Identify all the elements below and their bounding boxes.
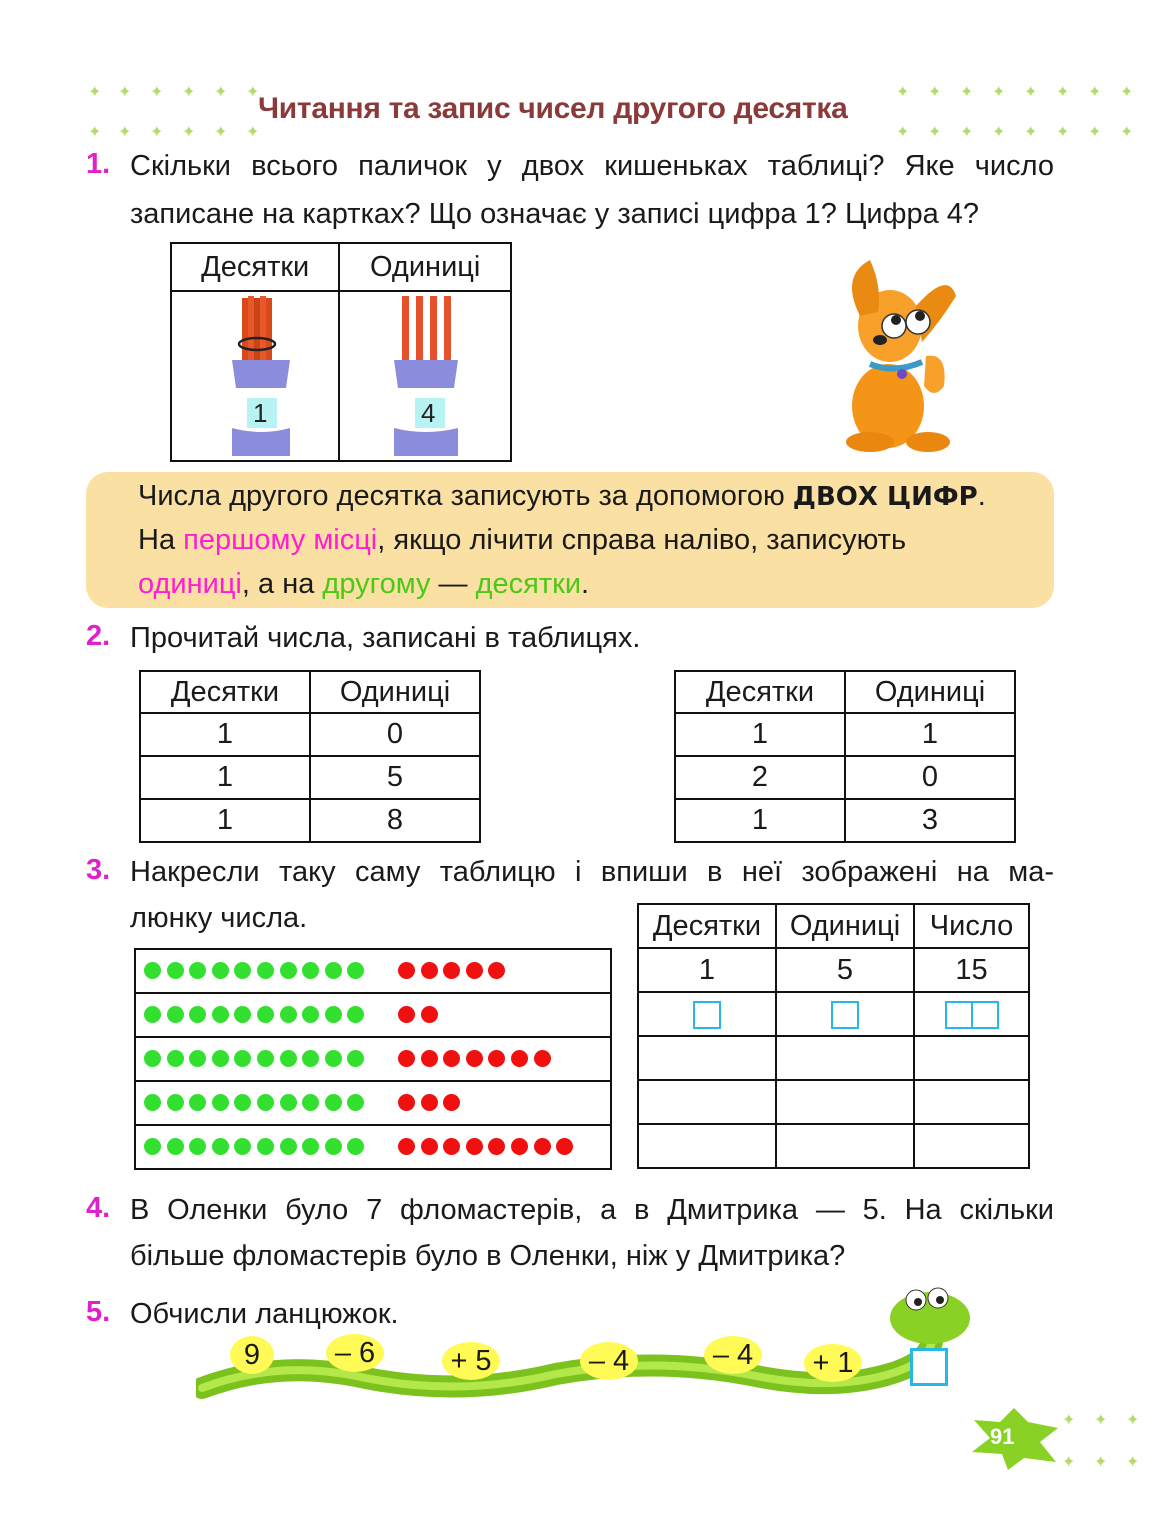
task5-text: Обчисли ланцюжок. (130, 1298, 399, 1330)
red-dot (556, 1138, 573, 1155)
red-dot (488, 1050, 505, 1067)
empty-cell[interactable] (914, 1080, 1029, 1124)
green-dot (212, 1050, 229, 1067)
dot-row-cell (135, 1037, 611, 1081)
red-dot (398, 962, 415, 979)
empty-cell[interactable] (776, 1036, 914, 1080)
red-dot (443, 962, 460, 979)
green-dot (257, 1006, 274, 1023)
dot-row (135, 1081, 611, 1125)
green-dot (325, 962, 342, 979)
green-dot (302, 962, 319, 979)
green-dot (280, 962, 297, 979)
green-dot (302, 1138, 319, 1155)
answer-tens-cell[interactable] (638, 992, 776, 1036)
red-dot (398, 1138, 415, 1155)
dot-row (135, 993, 611, 1037)
red-dot (534, 1050, 551, 1067)
green-dot (234, 1050, 251, 1067)
green-dot (302, 1050, 319, 1067)
green-dot (347, 962, 364, 979)
rule-line-2: На першому місці, якщо лічити справа наліво, записують (138, 524, 907, 556)
header-ones: Одиниці (339, 243, 511, 291)
green-dot (234, 962, 251, 979)
green-dot (280, 1138, 297, 1155)
cell-ones: 5 (310, 756, 480, 799)
red-dot (398, 1006, 415, 1023)
green-dot (167, 1138, 184, 1155)
header-ones: Одиниці (310, 671, 480, 713)
cell-tens: 1 (140, 756, 310, 799)
green-dot (325, 1138, 342, 1155)
red-dot (511, 1138, 528, 1155)
red-dot (398, 1050, 415, 1067)
chain-step: + 1 (804, 1344, 862, 1382)
green-dot (189, 1094, 206, 1111)
green-dot (189, 962, 206, 979)
page-number: 91 (990, 1424, 1015, 1449)
cell-tens: 1 (675, 713, 845, 756)
cell-tens: 2 (675, 756, 845, 799)
red-dot (443, 1138, 460, 1155)
pocket-ones (339, 291, 511, 461)
green-dot (189, 1050, 206, 1067)
empty-cell[interactable] (914, 1036, 1029, 1080)
cell-ones: 0 (845, 756, 1015, 799)
example-ones: 5 (776, 948, 914, 992)
task3-line1: Накресли таку саму таблицю і впиши в неї зображені на ма- (130, 856, 1054, 888)
task3-line2: люнку числа. (130, 902, 308, 934)
green-dot (325, 1006, 342, 1023)
green-dot (144, 1094, 161, 1111)
green-dot (280, 1050, 297, 1067)
red-dot (488, 962, 505, 979)
red-dot (398, 1094, 415, 1111)
green-dot (302, 1006, 319, 1023)
empty-answer-box[interactable] (945, 1001, 973, 1029)
green-dot (325, 1050, 342, 1067)
green-dot (167, 962, 184, 979)
cell-tens: 1 (675, 799, 845, 842)
cell-tens: 1 (140, 799, 310, 842)
green-dot (212, 1138, 229, 1155)
green-dot (167, 1006, 184, 1023)
green-dot (167, 1050, 184, 1067)
green-dot (212, 962, 229, 979)
answer-table (637, 903, 1030, 1169)
red-dot (421, 1006, 438, 1023)
green-dot (234, 1094, 251, 1111)
green-dot (347, 1006, 364, 1023)
task-number-4: 4. (86, 1192, 111, 1224)
example-tens: 1 (638, 948, 776, 992)
green-dot (257, 1138, 274, 1155)
four-sticks-icon (340, 292, 508, 460)
header-ones: Одиниці (776, 904, 914, 948)
red-dot (466, 962, 483, 979)
dot-row-cell (135, 1081, 611, 1125)
dot-row-cell (135, 993, 611, 1037)
cell-ones: 0 (310, 713, 480, 756)
green-dot (280, 1094, 297, 1111)
empty-cell[interactable] (776, 1124, 914, 1168)
red-dot (488, 1138, 505, 1155)
card-4: 4 (421, 398, 436, 428)
chain-step: – 4 (580, 1342, 638, 1380)
task4-line2: більше фломастерів було в Оленки, ніж у Дмитрика? (130, 1240, 846, 1272)
red-dot (466, 1138, 483, 1155)
empty-cell[interactable] (776, 1080, 914, 1124)
task4-line1: В Оленки було 7 фломастерів, а в Дмитрика — 5. На скільки (130, 1194, 1054, 1226)
dot-row-cell (135, 1125, 611, 1169)
rule-line-3: одиниці, а на другому — десятки. (138, 568, 590, 600)
numbers-table-left (139, 670, 481, 843)
task1-line2: записане на картках? Що означає у записі цифра 1? Цифра 4? (130, 198, 980, 230)
green-dot (257, 1050, 274, 1067)
header-tens: Десятки (140, 671, 310, 713)
green-dot (280, 1006, 297, 1023)
green-dot (212, 1094, 229, 1111)
bundle-of-sticks-icon (172, 292, 340, 460)
cell-ones: 3 (845, 799, 1015, 842)
green-dot (212, 1006, 229, 1023)
header-tens: Десятки (171, 243, 339, 291)
task-number-2: 2. (86, 620, 111, 652)
green-dot (234, 1006, 251, 1023)
red-dot (511, 1050, 528, 1067)
green-dot (167, 1094, 184, 1111)
green-dot (257, 962, 274, 979)
rule-line-1: Числа другого десятка записують за допомогою ДВОХ ЦИФР. (138, 480, 986, 512)
chain-start: 9 (230, 1336, 274, 1374)
empty-answer-box[interactable] (831, 1001, 859, 1029)
green-dot (347, 1094, 364, 1111)
empty-cell[interactable] (638, 1124, 776, 1168)
red-dot (443, 1094, 460, 1111)
snake-illustration (196, 1280, 976, 1410)
red-dot (421, 1094, 438, 1111)
task-number-5: 5. (86, 1296, 111, 1328)
dot-row-cell (135, 949, 611, 993)
red-dot (421, 1050, 438, 1067)
chain-step: – 4 (704, 1336, 762, 1374)
green-dot (189, 1138, 206, 1155)
card-1: 1 (253, 398, 268, 428)
empty-cell[interactable] (638, 1080, 776, 1124)
header-number: Число (914, 904, 1029, 948)
task-number-3: 3. (86, 854, 111, 886)
dot-row (135, 1037, 611, 1081)
task1-line1: Скільки всього паличок у двох кишеньках таблиці? Яке число (130, 150, 1054, 182)
header-ones: Одиниці (845, 671, 1015, 713)
empty-cell[interactable] (914, 1124, 1029, 1168)
answer-number-cell[interactable] (914, 992, 1029, 1036)
green-dot (144, 962, 161, 979)
empty-answer-box[interactable] (971, 1001, 999, 1029)
cell-tens: 1 (140, 713, 310, 756)
chain-step: – 6 (326, 1334, 384, 1372)
green-dot (257, 1094, 274, 1111)
dog-illustration (830, 256, 970, 456)
rule-bold-text: ДВОХ ЦИФР (792, 482, 978, 512)
green-dot (144, 1006, 161, 1023)
dot-row (135, 949, 611, 993)
page-title: Читання та запис чисел другого десятка (258, 92, 848, 125)
empty-cell[interactable] (638, 1036, 776, 1080)
green-dot (234, 1138, 251, 1155)
task-number-1: 1. (86, 148, 111, 180)
dots-table (134, 948, 612, 1170)
chain-step: + 5 (442, 1342, 500, 1380)
answer-ones-cell[interactable] (776, 992, 914, 1036)
red-dot (421, 1138, 438, 1155)
green-dot (189, 1006, 206, 1023)
pocket-tens (171, 291, 339, 461)
green-dot (144, 1050, 161, 1067)
green-dot (325, 1094, 342, 1111)
header-tens: Десятки (675, 671, 845, 713)
pocket-table (170, 242, 512, 462)
cell-ones: 1 (845, 713, 1015, 756)
task2-text: Прочитай числа, записані в таблицях. (130, 622, 641, 654)
empty-answer-box[interactable] (693, 1001, 721, 1029)
red-dot (421, 962, 438, 979)
red-dot (466, 1050, 483, 1067)
example-number: 15 (914, 948, 1029, 992)
cell-ones: 8 (310, 799, 480, 842)
rule-box (86, 472, 1054, 608)
green-dot (347, 1050, 364, 1067)
red-dot (443, 1050, 460, 1067)
green-dot (347, 1138, 364, 1155)
chain-answer-box[interactable] (910, 1348, 948, 1386)
red-dot (534, 1138, 551, 1155)
dot-row (135, 1125, 611, 1169)
green-dot (144, 1138, 161, 1155)
green-dot (302, 1094, 319, 1111)
header-tens: Десятки (638, 904, 776, 948)
numbers-table-right (674, 670, 1016, 843)
